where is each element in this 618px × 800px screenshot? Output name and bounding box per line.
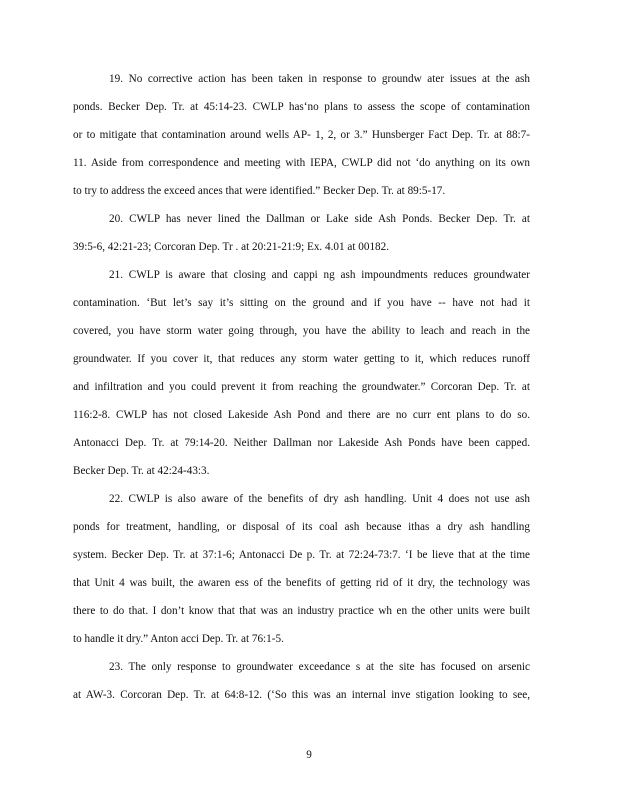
paragraph-21-line: 21. CWLP is aware that closing and cappi ng ash impoundments reduces groundwater (109, 269, 530, 281)
paragraph-21-line: Becker Dep. Tr. at 42:24-43:3. (73, 465, 210, 477)
paragraph-21-line: and infiltration and you could prevent it from reaching the groundwater.” Corcoran Dep. Tr. at (73, 381, 530, 393)
paragraph-22-line: ponds for treatment, handling, or disposal of its coal ash because ithas a dry ash handling (73, 521, 530, 533)
paragraph-19-line: 11. Aside from correspondence and meeting with IEPA, CWLP did not ‘do anything on its own (73, 157, 530, 169)
paragraph-22-line: system. Becker Dep. Tr. at 37:1-6; Antonacci De p. Tr. at 72:24-73:7. ‘I be lieve that at the time (73, 549, 530, 561)
paragraph-20-line: 20. CWLP has never lined the Dallman or Lake side Ash Ponds. Becker Dep. Tr. at (109, 213, 530, 225)
paragraph-22-line: to handle it dry.” Anton acci Dep. Tr. at 76:1-5. (73, 633, 284, 645)
paragraph-23-line: at AW-3. Corcoran Dep. Tr. at 64:8-12. (‘So this was an internal inve stigation looking to see, (73, 689, 530, 701)
page-number: 9 (306, 749, 312, 761)
paragraph-21-line: 116:2-8. CWLP has not closed Lakeside Ash Pond and there are no curr ent plans to do so. (73, 409, 530, 421)
paragraph-23-line: 23. The only response to groundwater exceedance s at the site has focused on arsenic (109, 661, 530, 673)
paragraph-21-line: Antonacci Dep. Tr. at 79:14-20. Neither Dallman nor Lakeside Ash Ponds have been capped. (73, 437, 530, 449)
paragraph-19-line: 19. No corrective action has been taken in response to groundw ater issues at the ash (109, 73, 530, 85)
paragraph-21-line: groundwater. If you cover it, that reduces any storm water getting to it, which reduces runoff (73, 353, 530, 365)
paragraph-19-line: or to mitigate that contamination around wells AP- 1, 2, or 3.” Hunsberger Fact Dep. Tr. at 88:7- (73, 129, 530, 141)
paragraph-21-line: contamination. ‘But let’s say it’s sitting on the ground and if you have -- have not had it (73, 297, 530, 309)
paragraph-22-line: there to do that. I don’t know that that was an industry practice wh en the other units were built (73, 605, 530, 617)
paragraph-22-line: 22. CWLP is also aware of the benefits of dry ash handling. Unit 4 does not use ash (109, 493, 530, 505)
paragraph-20-line: 39:5-6, 42:21-23; Corcoran Dep. Tr . at 20:21-21:9; Ex. 4.01 at 00182. (73, 241, 390, 253)
paragraph-19-line: ponds. Becker Dep. Tr. at 45:14-23. CWLP has‘no plans to assess the scope of contamination (73, 101, 530, 113)
paragraph-19-line: to try to address the exceed ances that were identified.” Becker Dep. Tr. at 89:5-17. (73, 185, 446, 197)
paragraph-22-line: that Unit 4 was built, the awaren ess of the benefits of getting rid of it dry, the technology was (73, 577, 530, 589)
paragraph-21-line: covered, you have storm water going through, you have the ability to leach and reach in the (73, 325, 530, 337)
